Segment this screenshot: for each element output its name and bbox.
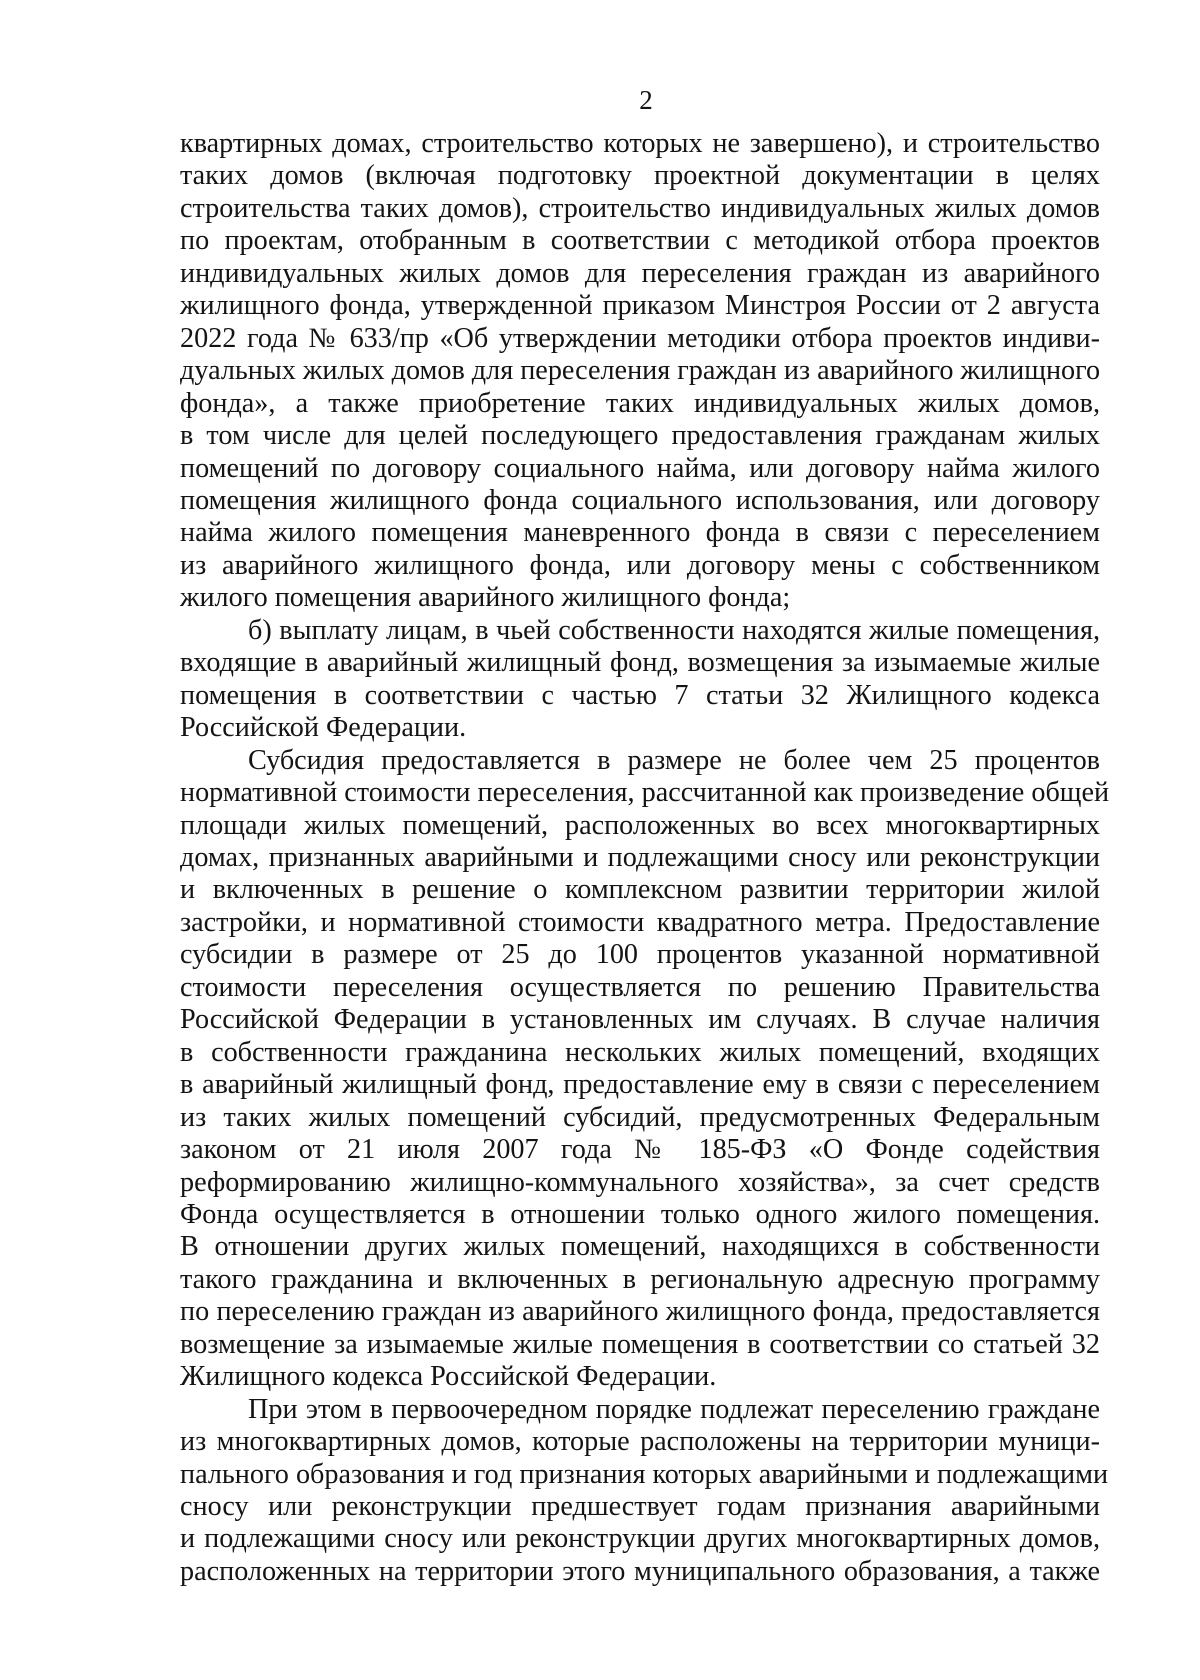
text-line: таких домов (включая подготовку проектной документации в целях xyxy=(180,160,1100,192)
text-line: жилищного фонда, утвержденной приказом Минстроя России от 2 августа xyxy=(180,290,1100,322)
text-line: законом от 21 июля 2007 года № 185-ФЗ «О Фонде содействия xyxy=(180,1134,1100,1166)
text-line: дуальных жилых домов для переселения граждан из аварийного жилищного xyxy=(180,355,1101,387)
text-line: сносу или реконструкции предшествует годам признания аварийными xyxy=(180,1491,1100,1523)
text-line: реформированию жилищно-коммунального хозяйства», за счет средств xyxy=(180,1166,1100,1198)
text-line: б) выплату лицам, в чьей собственности находятся жилые помещения, xyxy=(248,614,1100,646)
text-line: Фонда осуществляется в отношении только одного жилого помещения. xyxy=(180,1198,1100,1230)
text-line: индивидуальных жилых домов для переселения граждан из аварийного xyxy=(180,257,1100,289)
text-line: найма жилого помещения маневренного фонда в связи с переселением xyxy=(180,517,1100,549)
text-line: из таких жилых помещений субсидий, предусмотренных Федеральным xyxy=(180,1101,1100,1133)
text-line: возмещение за изымаемые жилые помещения в соответствии со статьей 32 xyxy=(180,1328,1100,1360)
text-line: и включенных в решение о комплексном развитии территории жилой xyxy=(180,874,1100,906)
text-line: помещений по договору социального найма, или договору найма жилого xyxy=(180,452,1100,484)
paragraph xyxy=(180,128,1100,615)
text-line: в собственности гражданина нескольких жилых помещений, входящих xyxy=(180,1036,1100,1068)
paragraph xyxy=(180,1393,1109,1589)
text-line: фонда», а также приобретение таких индивидуальных жилых домов, xyxy=(180,387,1100,419)
text-line: квартирных домах, строительство которых не завершено), и строительство xyxy=(180,128,1100,159)
paragraph xyxy=(180,744,1110,1394)
text-line: помещения жилищного фонда социального использования, или договору xyxy=(180,484,1100,516)
text-line: Российской Федерации. xyxy=(180,712,467,744)
text-line: нормативной стоимости переселения, рассчитанной как произведение общей xyxy=(180,777,1110,809)
text-line: 2022 года № 633/пр «Об утверждении методики отбора проектов индиви- xyxy=(180,322,1100,354)
text-line: застройки, и нормативной стоимости квадратного метра. Предоставление xyxy=(180,906,1100,938)
text-line: Жилищного кодекса Российской Федерации. xyxy=(180,1361,717,1393)
text-line: такого гражданина и включенных в региональную адресную программу xyxy=(180,1263,1100,1295)
text-line: субсидии в размере от 25 до 100 процентов указанной нормативной xyxy=(180,939,1100,971)
page-number: 2 xyxy=(639,85,653,115)
text-line: из аварийного жилищного фонда, или договору мены с собственником xyxy=(180,549,1100,581)
text-line: по переселению граждан из аварийного жилищного фонда, предоставляется xyxy=(180,1296,1100,1328)
text-line: стоимости переселения осуществляется по решению Правительства xyxy=(180,971,1100,1003)
text-line: помещения в соответствии с частью 7 статьи 32 Жилищного кодекса xyxy=(180,679,1100,711)
text-line: пального образования и год признания которых аварийными и подлежащими xyxy=(180,1458,1109,1490)
paragraph xyxy=(180,615,1100,745)
text-line: входящие в аварийный жилищный фонд, возмещения за изымаемые жилые xyxy=(180,647,1100,679)
text-line: жилого помещения аварийного жилищного фонда; xyxy=(180,582,791,614)
text-line: В отношении других жилых помещений, находящихся в собственности xyxy=(180,1231,1100,1263)
text-line: Субсидия предоставляется в размере не более чем 25 процентов xyxy=(248,744,1100,776)
text-line: Российской Федерации в установленных им случаях. В случае наличия xyxy=(180,1004,1100,1036)
text-line: в том числе для целей последующего предоставления гражданам жилых xyxy=(180,420,1100,452)
text-line: площади жилых помещений, расположенных во всех многоквартирных xyxy=(180,809,1100,841)
text-line: и подлежащими сносу или реконструкции других многоквартирных домов, xyxy=(180,1523,1100,1555)
document-body xyxy=(180,128,1110,1588)
text-line: по проектам, отобранным в соответствии с методикой отбора проектов xyxy=(180,225,1100,257)
text-line: из многоквартирных домов, которые расположены на территории муници- xyxy=(180,1426,1100,1458)
text-line: строительства таких домов), строительство индивидуальных жилых домов xyxy=(180,192,1100,224)
text-line: домах, признанных аварийными и подлежащими сносу или реконструкции xyxy=(180,841,1100,873)
text-line: расположенных на территории этого муниципального образования, а также xyxy=(180,1555,1100,1587)
text-line: в аварийный жилищный фонд, предоставление ему в связи с переселением xyxy=(180,1069,1100,1101)
text-line: При этом в первоочередном порядке подлежат переселению граждане xyxy=(248,1393,1100,1425)
